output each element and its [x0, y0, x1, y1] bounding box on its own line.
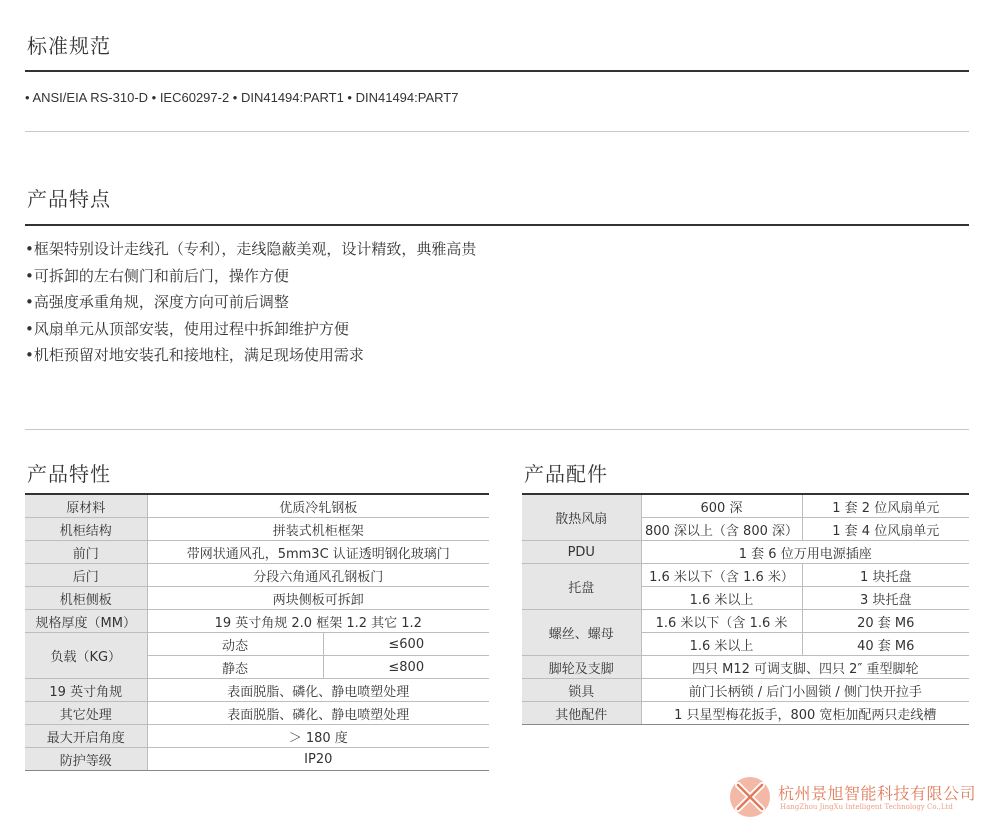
acc-value: 1 只星型梅花扳手，800 宽柜加配两只走线槽 [641, 702, 969, 725]
table-row [25, 587, 489, 610]
spec-value: 拼装式机柜框架 [147, 518, 489, 541]
company-name-cn: 杭州景旭智能科技有限公司 [778, 784, 977, 803]
features-rule [25, 224, 969, 226]
acc-value: 1 套 6 位万用电源插座 [641, 541, 969, 564]
table-row [522, 494, 969, 518]
spec-value: ＞ 180 度 [147, 725, 489, 748]
table-row [522, 564, 969, 587]
standards-text: • ANSI/EIA RS-310-D • IEC60297-2 • DIN41494:PART1 • DIN41494:PART7 [25, 90, 459, 105]
feature-item: •框架特别设计走线孔（专利），走线隐蔽美观，设计精致，典雅高贵 [25, 240, 477, 258]
feature-item: •风扇单元从顶部安装，使用过程中拆卸维护方便 [25, 319, 349, 338]
acc-label: 脚轮及支脚 [522, 656, 641, 679]
spec-value: 两块侧板可拆卸 [147, 587, 489, 610]
table-row [25, 633, 489, 656]
acc-value: 前门长柄锁 / 后门小圆锁 / 侧门快开拉手 [641, 679, 969, 702]
spec-label: 后门 [25, 564, 147, 587]
table-row [522, 541, 969, 564]
acc-label: 散热风扇 [522, 494, 641, 541]
acc-label: 其他配件 [522, 702, 641, 725]
spec-label: 规格厚度（MM） [25, 610, 147, 633]
accessories-heading: 产品配件 [524, 462, 608, 486]
table-row [522, 679, 969, 702]
spec-value: IP20 [147, 748, 489, 771]
company-name-en: HangZhou JingXu Intelligent Technology Co.,Ltd [780, 803, 953, 811]
spec-label: 最大开启角度 [25, 725, 147, 748]
acc-cell: 20 套 M6 [802, 610, 969, 633]
table-row [25, 494, 489, 518]
acc-cell: 3 块托盘 [802, 587, 969, 610]
acc-cell: 1.6 米以下（含 1.6 米） [641, 564, 802, 587]
table-row [522, 702, 969, 725]
table-row [25, 518, 489, 541]
acc-label: 螺丝、螺母 [522, 610, 641, 656]
spec-label: 负载（KG） [25, 633, 147, 679]
acc-cell: 1.6 米以上 [641, 633, 802, 656]
acc-cell: 1 块托盘 [802, 564, 969, 587]
feature-item: •高强度承重角规，深度方向可前后调整 [25, 293, 289, 311]
acc-cell: 1 套 4 位风扇单元 [802, 518, 969, 541]
specs-heading: 产品特性 [27, 462, 111, 486]
table-row [25, 702, 489, 725]
table-row [25, 541, 489, 564]
spec-label: 机柜侧板 [25, 587, 147, 610]
divider [25, 429, 969, 430]
acc-cell: 800 深以上（含 800 深） [641, 518, 802, 541]
company-logo [728, 775, 990, 821]
acc-value: 四只 M12 可调支脚、四只 2″ 重型脚轮 [641, 656, 969, 679]
table-row [25, 564, 489, 587]
specs-table [25, 493, 489, 771]
standards-rule [25, 70, 969, 72]
acc-cell: 40 套 M6 [802, 633, 969, 656]
spec-value: 分段六角通风孔钢板门 [147, 564, 489, 587]
accessories-table [522, 493, 969, 725]
spec-label: 原材料 [25, 494, 147, 518]
spec-value: 带网状通风孔，5mm3C 认证透明钢化玻璃门 [147, 541, 489, 564]
spec-label: 前门 [25, 541, 147, 564]
logo-mark-icon [728, 775, 772, 819]
acc-cell: 1.6 米以下（含 1.6 米 [641, 610, 802, 633]
spec-sub-label: 静态 [147, 656, 323, 679]
spec-sub-label: 动态 [147, 633, 323, 656]
acc-label: PDU [522, 541, 641, 564]
spec-value: 表面脱脂、磷化、静电喷塑处理 [147, 702, 489, 725]
acc-label: 托盘 [522, 564, 641, 610]
table-row [25, 679, 489, 702]
spec-sub-value: ≤600 [323, 633, 489, 656]
standards-heading: 标准规范 [27, 34, 111, 58]
acc-cell: 1.6 米以上 [641, 587, 802, 610]
features-heading: 产品特点 [27, 187, 111, 211]
feature-item: •可拆卸的左右侧门和前后门，操作方便 [25, 266, 289, 285]
spec-label: 19 英寸角规 [25, 679, 147, 702]
spec-label: 防护等级 [25, 748, 147, 771]
acc-cell: 1 套 2 位风扇单元 [802, 494, 969, 518]
table-row [522, 656, 969, 679]
table-row [25, 725, 489, 748]
table-row [25, 748, 489, 771]
spec-value: 19 英寸角规 2.0 框架 1.2 其它 1.2 [147, 610, 489, 633]
feature-item: •机柜预留对地安装孔和接地柱，满足现场使用需求 [25, 346, 364, 364]
table-row [25, 610, 489, 633]
spec-value: 表面脱脂、磷化、静电喷塑处理 [147, 679, 489, 702]
acc-label: 锁具 [522, 679, 641, 702]
spec-label: 其它处理 [25, 702, 147, 725]
table-row [522, 610, 969, 633]
spec-value: 优质冷轧钢板 [147, 494, 489, 518]
acc-cell: 600 深 [641, 494, 802, 518]
features-list [25, 236, 476, 369]
spec-label: 机柜结构 [25, 518, 147, 541]
spec-sub-value: ≤800 [323, 656, 489, 679]
divider [25, 131, 969, 132]
